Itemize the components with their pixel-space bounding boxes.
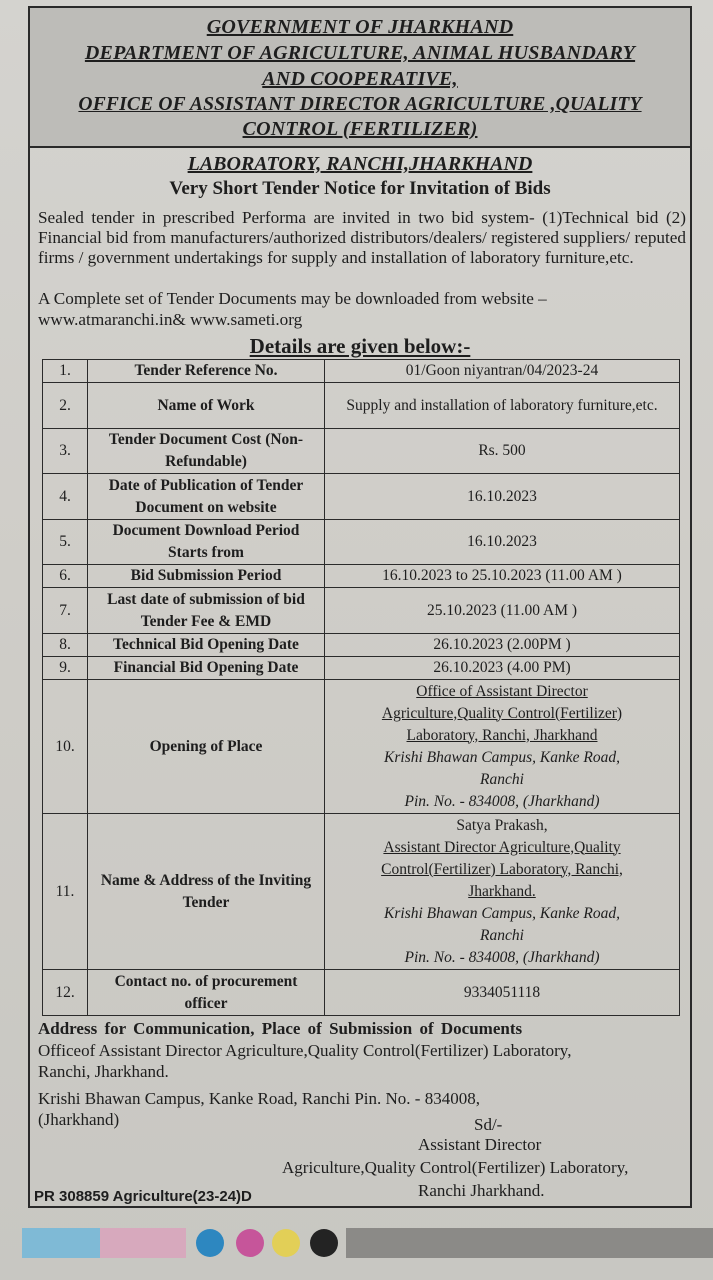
table-row (43, 634, 680, 657)
row-value: 16.10.2023 (325, 474, 680, 520)
row-value (325, 814, 680, 970)
row-number: 1. (43, 360, 88, 383)
row-number: 10. (43, 680, 88, 814)
yellow-dot (272, 1229, 300, 1257)
lab-title: LABORATORY, RANCHI,JHARKHAND (187, 153, 533, 175)
signature-office: Agriculture,Quality Control(Fertilizer) Laboratory, (282, 1158, 629, 1177)
value-line: Pin. No. - 834008, (Jharkhand) (404, 948, 600, 966)
row-value: 26.10.2023 (2.00PM ) (325, 634, 680, 657)
header-line-3: AND COOPERATIVE, (262, 68, 458, 90)
notice-title: Very Short Tender Notice for Invitation of Bids (169, 178, 551, 199)
intro-paragraph: Sealed tender in prescribed Performa are invited in two bid system- (1)Technical bid (2) Financial bid from manufacturers/authorized distributors/dealers/ registered suppliers/ reputed firms / government undertakings for supply and installation of laboratory furniture,etc. (38, 208, 686, 267)
row-label: Name of Work (88, 383, 325, 429)
magenta-dot (236, 1229, 264, 1257)
row-value: 01/Goon niyantran/04/2023-24 (325, 360, 680, 383)
details-table (42, 359, 680, 1016)
row-number: 6. (43, 565, 88, 588)
table-row (43, 588, 680, 634)
table-row (43, 474, 680, 520)
pr-number: PR 308859 Agriculture(23-24)D (34, 1188, 252, 1205)
row-value: 25.10.2023 (11.00 AM ) (325, 588, 680, 634)
value-line: Krishi Bhawan Campus, Kanke Road, (384, 748, 620, 766)
row-value: 16.10.2023 to 25.10.2023 (11.00 AM ) (325, 565, 680, 588)
table-row (43, 360, 680, 383)
table-row (43, 520, 680, 565)
row-value: Supply and installation of laboratory furniture,etc. (325, 383, 680, 429)
row-number: 4. (43, 474, 88, 520)
magenta-strip (100, 1228, 186, 1258)
address-line-4: (Jharkhand) (38, 1110, 120, 1129)
black-dot (310, 1229, 338, 1257)
signature-designation: Assistant Director (418, 1135, 542, 1154)
row-label: Name & Address of the Inviting Tender (88, 814, 325, 970)
table-row (43, 814, 680, 970)
row-value (325, 680, 680, 814)
row-value: Rs. 500 (325, 429, 680, 474)
row-label: Document Download Period Starts from (88, 520, 325, 565)
row-value: 16.10.2023 (325, 520, 680, 565)
value-line: Laboratory, Ranchi, Jharkhand (406, 726, 598, 744)
cyan-dot (196, 1229, 224, 1257)
row-number: 9. (43, 657, 88, 680)
row-value: 9334051118 (325, 970, 680, 1016)
address-line-1: Officeof Assistant Director Agriculture,Quality Control(Fertilizer) Laboratory, (38, 1041, 572, 1060)
header-line-5: CONTROL (FERTILIZER) (242, 118, 478, 140)
download-line-1: A Complete set of Tender Documents may be downloaded from website – (38, 289, 547, 308)
header-line-1: GOVERNMENT OF JHARKHAND (206, 16, 514, 38)
value-line: Pin. No. - 834008, (Jharkhand) (404, 792, 600, 810)
table-row (43, 970, 680, 1016)
row-label: Opening of Place (88, 680, 325, 814)
row-label: Tender Document Cost (Non- Refundable) (88, 429, 325, 474)
header-block (30, 8, 690, 148)
cyan-strip (22, 1228, 100, 1258)
value-line: Ranchi (480, 926, 524, 944)
table-row (43, 565, 680, 588)
value-line: Assistant Director Agriculture,Quality (383, 838, 621, 856)
value-line: Control(Fertilizer) Laboratory, Ranchi, (381, 860, 623, 878)
row-label: Last date of submission of bid Tender Fee & EMD (88, 588, 325, 634)
row-label: Date of Publication of Tender Document on website (88, 474, 325, 520)
tender-notice (28, 6, 692, 1208)
row-number: 3. (43, 429, 88, 474)
row-value: 26.10.2023 (4.00 PM) (325, 657, 680, 680)
header-line-2: DEPARTMENT OF AGRICULTURE, ANIMAL HUSBANDARY (84, 42, 636, 64)
details-heading: Details are given below:- (249, 334, 471, 358)
value-line: Satya Prakash, (456, 816, 548, 834)
address-line-3: Krishi Bhawan Campus, Kanke Road, Ranchi Pin. No. - 834008, (38, 1089, 480, 1108)
value-line: Ranchi (480, 770, 524, 788)
table-row (43, 429, 680, 474)
table-row (43, 383, 680, 429)
address-heading: Address for Communication, Place of Submission of Documents (38, 1019, 523, 1038)
download-line-2: www.atmaranchi.in& www.sameti.org (38, 310, 303, 329)
signature-sd: Sd/- (474, 1115, 503, 1134)
row-label: Technical Bid Opening Date (88, 634, 325, 657)
value-line: Krishi Bhawan Campus, Kanke Road, (384, 904, 620, 922)
row-number: 12. (43, 970, 88, 1016)
row-number: 7. (43, 588, 88, 634)
table-row (43, 680, 680, 814)
print-color-bar (0, 1224, 713, 1264)
row-number: 11. (43, 814, 88, 970)
address-line-2: Ranchi, Jharkhand. (38, 1062, 169, 1081)
value-line: Agriculture,Quality Control(Fertilizer) (381, 704, 623, 722)
gray-strip (346, 1228, 713, 1258)
row-label: Financial Bid Opening Date (88, 657, 325, 680)
table-row (43, 657, 680, 680)
header-line-4: OFFICE OF ASSISTANT DIRECTOR AGRICULTURE ,QUALITY (78, 94, 642, 115)
row-label: Bid Submission Period (88, 565, 325, 588)
row-number: 8. (43, 634, 88, 657)
value-line: Jharkhand. (468, 882, 536, 900)
row-number: 5. (43, 520, 88, 565)
row-label: Tender Reference No. (88, 360, 325, 383)
value-line: Office of Assistant Director (416, 682, 588, 700)
signature-location: Ranchi Jharkhand. (418, 1181, 545, 1200)
row-number: 2. (43, 383, 88, 429)
row-label: Contact no. of procurement officer (88, 970, 325, 1016)
